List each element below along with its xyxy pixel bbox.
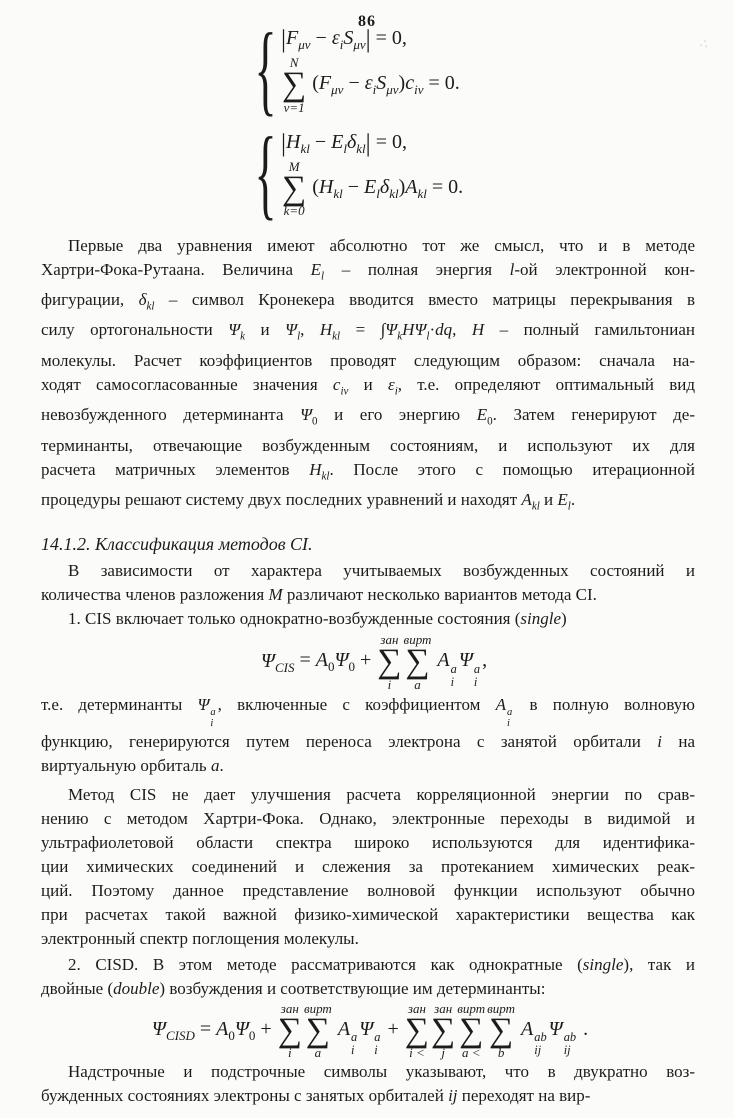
- text-line: терминанты, отвечающие возбужденным состояниям, и используют их для: [41, 435, 695, 455]
- text-line: фигурации, $\delta_{kl}$ – символ Кронекера вводится вместо матрицы перекрывания в: [41, 289, 695, 313]
- equation-system-ci: [253, 116, 695, 230]
- text-line: силу ортогональности $\Psi_k$ и $\Psi_l$, $H_{kl} = \int\Psi_kH\Psi_l\cdot dq$, H – полный гамильтониан: [41, 320, 696, 343]
- text-line: Хартри-Фока-Рутаана. Величина $E_l$ – полная энергия l-ой электронной кон-: [41, 259, 695, 282]
- system-brace-icon: {: [253, 116, 277, 230]
- text-line: 1. CIS включает только однократно-возбужденные состояния (single): [68, 609, 567, 629]
- text-line: т.е. детерминанты Ψ a i , включенные с коэффициентом A a i в полную волновую: [41, 694, 695, 730]
- text-line: электронный спектр поглощения молекулы.: [41, 928, 359, 948]
- equation-secular-sum-ci: M ∑ k=0 $(H_{kl} - E_l\delta_{kl})A_{kl} = 0$.: [282, 159, 464, 219]
- text-line: ции химических соединений и слежения за протеканием химических реак-: [41, 856, 695, 876]
- page-content: [41, 0, 695, 1108]
- text-line: процедуры решают систему двух последних уравнений и находят $A_{kl}$ и $E_l$.: [41, 489, 576, 513]
- text-line: виртуальную орбиталь a.: [41, 755, 224, 775]
- text-line: нению с методом Хартри-Фока. Однако, электронные переходы в видимой и: [41, 808, 695, 828]
- system-brace-icon: {: [253, 13, 277, 126]
- paragraph-cis-discussion: [41, 783, 695, 951]
- text-line: двойные (double) возбуждения и соответствующие им детерминанты:: [41, 978, 546, 998]
- text-line: количества членов разложения M различают несколько вариантов метода CI.: [41, 585, 597, 605]
- equation-secular-determinant-ci: $|H_{kl} - E_l\delta_{kl}| = 0$,: [281, 130, 407, 158]
- text-line: В зависимости от характера учитываемых возбужденных состояний и: [68, 561, 695, 581]
- scan-smudge-mark: ∴: [698, 35, 710, 52]
- text-line: Метод CIS не дает улучшения расчета корреляционной энергии по срав-: [68, 784, 695, 804]
- equation-cisd-wavefunction: $\Psi_{CISD} = A_0\Psi_0$ + зан ∑ i вирт ∑ a A a i Ψ a i + зан ∑ i < зан ∑ j вирт ∑ a < вирт ∑ b A ab ij Ψ ab ij .: [151, 1000, 589, 1060]
- text-line: ультрафиолетовой области спектра широко используются для идентифика-: [41, 832, 695, 852]
- text-line: при расчетах такой важной физико-химической характеристики вещества как: [41, 904, 695, 924]
- text-line: 2. CISD. В этом методе рассматриваются как однократные (single), так и: [68, 954, 695, 974]
- text-line: молекулы. Расчет коэффициентов проводят следующим образом: сначала на-: [41, 350, 695, 370]
- list-item-cis: [41, 607, 695, 631]
- text-line: ходят самосогласованные значения $c_{i\nu}$ и $\varepsilon_i$, т.е. определяют оптимальный вид: [41, 374, 695, 398]
- paragraph-classification: [41, 559, 695, 607]
- text-line: бужденных состояниях электроны с занятых орбиталей ij переходят на вир-: [41, 1085, 591, 1105]
- equation-cis-wavefunction: $\Psi_{CIS} = A_0\Psi_0$ + зан ∑ i вирт ∑ a A a i Ψ a i ,: [260, 632, 488, 692]
- text-line: невозбужденного детерминанта $\Psi_0$ и его энергию $E_0$. Затем генерируют де-: [41, 405, 695, 428]
- page-number: 86: [358, 13, 376, 30]
- text-line: расчета матричных элементов $H_{kl}$. После этого с помощью итерационной: [41, 459, 695, 482]
- equation-secular-sum-fock: N ∑ ν=1 $(F_{\mu\nu} - \varepsilon_iS_{\mu\nu})c_{i\nu} = 0$.: [282, 55, 460, 115]
- text-line: Первые два уравнения имеют абсолютно тот же смысл, что и в методе: [68, 235, 695, 255]
- paragraph-equations-explanation: [41, 234, 695, 519]
- text-line: функцию, генерируются путем переноса электрона с занятой орбитали i на: [41, 731, 695, 751]
- section-heading: 14.1.2. Классификация методов CI.: [41, 534, 313, 555]
- list-item-cisd: [41, 953, 695, 1001]
- text-line: ций. Поэтому данное представление волновой функции используют обычно: [41, 880, 695, 900]
- text-line: Надстрочные и подстрочные символы указывают, что в двукратно воз-: [68, 1061, 695, 1081]
- paragraph-closing: [41, 1060, 695, 1108]
- equation-secular-determinant-fock: $|F_{\mu\nu} - \varepsilon_iS_{\mu\nu}| = 0$,: [281, 26, 407, 54]
- paragraph-cis-note: [41, 693, 695, 778]
